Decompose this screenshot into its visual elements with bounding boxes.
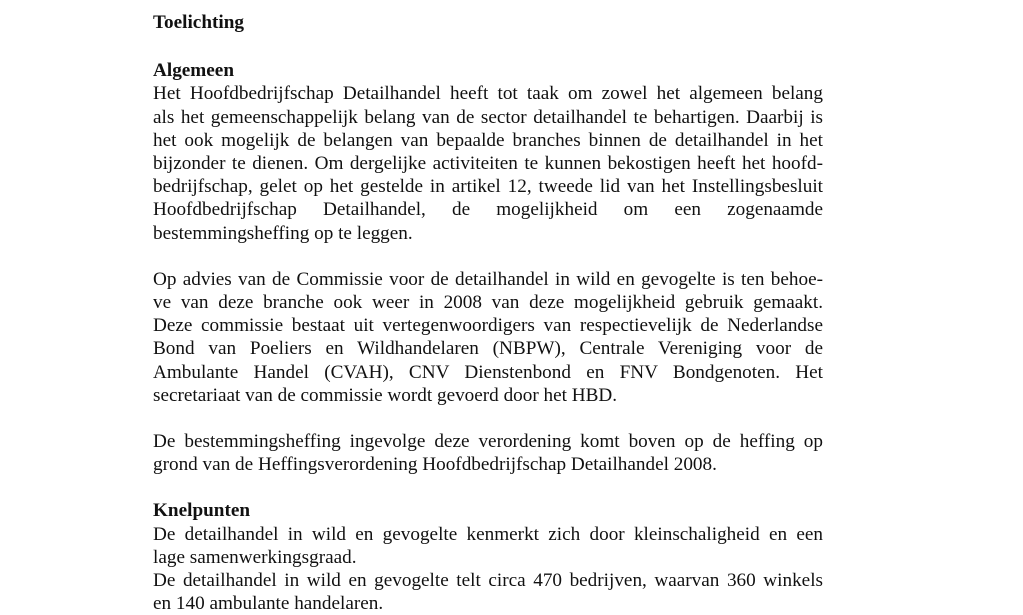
paragraph-algemeen-1 [153,82,823,244]
text-line: het ook mogelijk de belangen van bepaalde branches binnen de detailhandel in het [153,129,823,151]
section-heading-knelpunten: Knelpunten [153,500,251,522]
text-line: lage samenwerkingsgraad. [153,546,357,568]
document-title: Toelichting [153,12,244,33]
spacer [153,245,823,268]
text-line: Bond van Poeliers en Wildhandelaren (NBPW), Centrale Vereniging voor de [153,338,823,360]
spacer [153,34,823,59]
section-heading-algemeen: Algemeen [153,60,234,82]
document-page [153,11,823,615]
text-line: Deze commissie bestaat uit vertegenwoordigers van respectievelijk de Nederlandse [153,315,823,337]
text-line: bedrijfschap, gelet op het gestelde in artikel 12, tweede lid van het Instellingsbesluit [153,176,823,198]
text-line: secretariaat van de commissie wordt gevoerd door het HBD. [153,384,618,406]
text-line: De detailhandel in wild en gevogelte kenmerkt zich door kleinschaligheid en een [153,523,823,545]
text-line: Hoofdbedrijfschap Detailhandel, de mogelijkheid om een zogenaamde [153,199,823,221]
spacer [153,407,823,430]
text-line: De bestemmingsheffing ingevolge deze verordening komt boven op de heffing op [153,431,823,453]
paragraph-knelpunten-1 [153,523,823,569]
text-line: bestemmingsheffing op te leggen. [153,222,413,244]
text-line: bijzonder te dienen. Om dergelijke activiteiten te kunnen bekostigen heeft het hoofd- [153,153,823,175]
paragraph-algemeen-2 [153,268,823,407]
paragraph-algemeen-3 [153,430,823,476]
spacer [153,476,823,499]
text-line: ve van deze branche ook weer in 2008 van deze mogelijkheid gebruik gemaakt. [153,292,823,314]
text-line: grond van de Heffingsverordening Hoofdbedrijfschap Detailhandel 2008. [153,454,717,476]
text-line: Ambulante Handel (CVAH), CNV Dienstenbond en FNV Bondgenoten. Het [153,361,823,383]
text-line: en 140 ambulante handelaren. [153,593,384,615]
paragraph-knelpunten-2 [153,569,823,615]
text-line: De detailhandel in wild en gevogelte telt circa 470 bedrijven, waarvan 360 winkels [153,570,823,592]
text-line: als het gemeenschappelijk belang van de sector detailhandel te behartigen. Daarbij is [153,106,823,128]
text-line: Op advies van de Commissie voor de detailhandel in wild en gevogelte is ten behoe- [153,268,823,290]
text-line: Het Hoofdbedrijfschap Detailhandel heeft tot taak om zowel het algemeen belang [153,83,823,105]
